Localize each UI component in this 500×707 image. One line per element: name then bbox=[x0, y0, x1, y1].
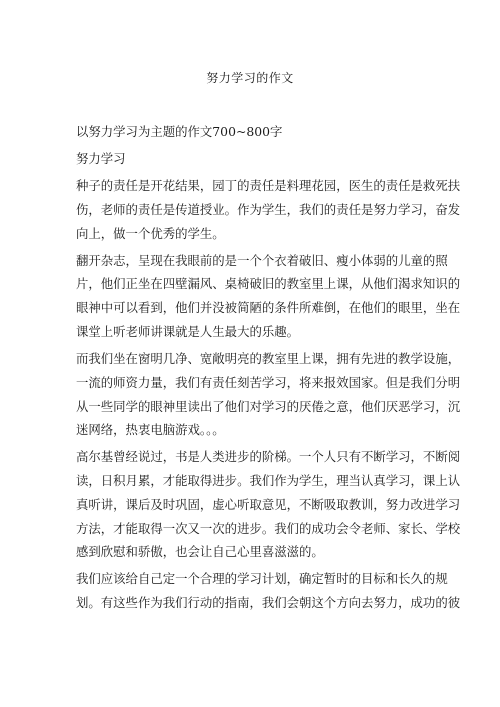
document-subtitle: 以努力学习为主题的作文700~800字 bbox=[76, 124, 283, 139]
paragraph-4 bbox=[76, 445, 461, 564]
paragraph-line: 迷网络，热衷电脑游戏。。。 bbox=[76, 422, 225, 438]
paragraph-line: 划。有这些作为我们行动的指南，我们会朝这个方向去努力，成功的彼 bbox=[76, 595, 461, 611]
paragraph-line: 感到欣慰和骄傲，也会让自己心里喜滋滋的。 bbox=[76, 544, 324, 560]
paragraph-line: 而我们坐在窗明几净、宽敞明亮的教室里上课，拥有先进的教学设施， bbox=[76, 350, 461, 366]
document-heading: 努力学习 bbox=[76, 150, 126, 166]
document-title: 努力学习的作文 bbox=[206, 71, 294, 85]
paragraph-line: 高尔基曾经说过，书是人类进步的阶梯。一个人只有不断学习，不断阅 bbox=[76, 449, 461, 465]
paragraph-line: 翻开杂志，呈现在我眼前的是一个个衣着破旧、瘦小体弱的儿童的照 bbox=[76, 252, 448, 268]
paragraph-line: 伤，老师的责任是传道授业。作为学生，我们的责任是努力学习，奋发 bbox=[76, 201, 461, 217]
paragraph-line: 我们应该给自己定一个合理的学习计划，确定暂时的目标和长久的规 bbox=[76, 571, 448, 587]
paragraph-2 bbox=[76, 249, 461, 344]
paragraph-line: 一流的师资力量，我们有责任刻苦学习，将来报效国家。但是我们分明 bbox=[76, 374, 461, 390]
document-body bbox=[76, 120, 461, 615]
paragraph-line: 向上，做一个优秀的学生。 bbox=[76, 225, 225, 241]
paragraph-line: 读，日积月累，才能取得进步。我们作为学生，理当认真学习，课上认 bbox=[76, 473, 461, 489]
paragraph-line: 真听讲，课后及时巩固，虚心听取意见，不断吸取教训，努力改进学习 bbox=[76, 496, 461, 512]
paragraph-line: 从一些同学的眼神里读出了他们对学习的厌倦之意，他们厌恶学习，沉 bbox=[76, 398, 461, 414]
paragraph-line: 眼神中可以看到，他们并没被简陋的条件所难倒，在他们的眼里，坐在 bbox=[76, 300, 461, 316]
paragraph-line: 种子的责任是开花结果，园丁的责任是料理花园，医生的责任是救死扶 bbox=[76, 177, 461, 193]
paragraph-line: 课堂上听老师讲课就是人生最大的乐趣。 bbox=[76, 323, 300, 339]
paragraph-5 bbox=[76, 567, 461, 615]
paragraph-line: 片，他们正坐在四壁漏风、桌椅破旧的教室里上课，从他们渴求知识的 bbox=[76, 276, 461, 292]
paragraph-1 bbox=[76, 174, 461, 245]
paragraph-3 bbox=[76, 347, 461, 442]
paragraph-line: 方法，才能取得一次又一次的进步。我们的成功会令老师、家长、学校 bbox=[76, 520, 461, 536]
